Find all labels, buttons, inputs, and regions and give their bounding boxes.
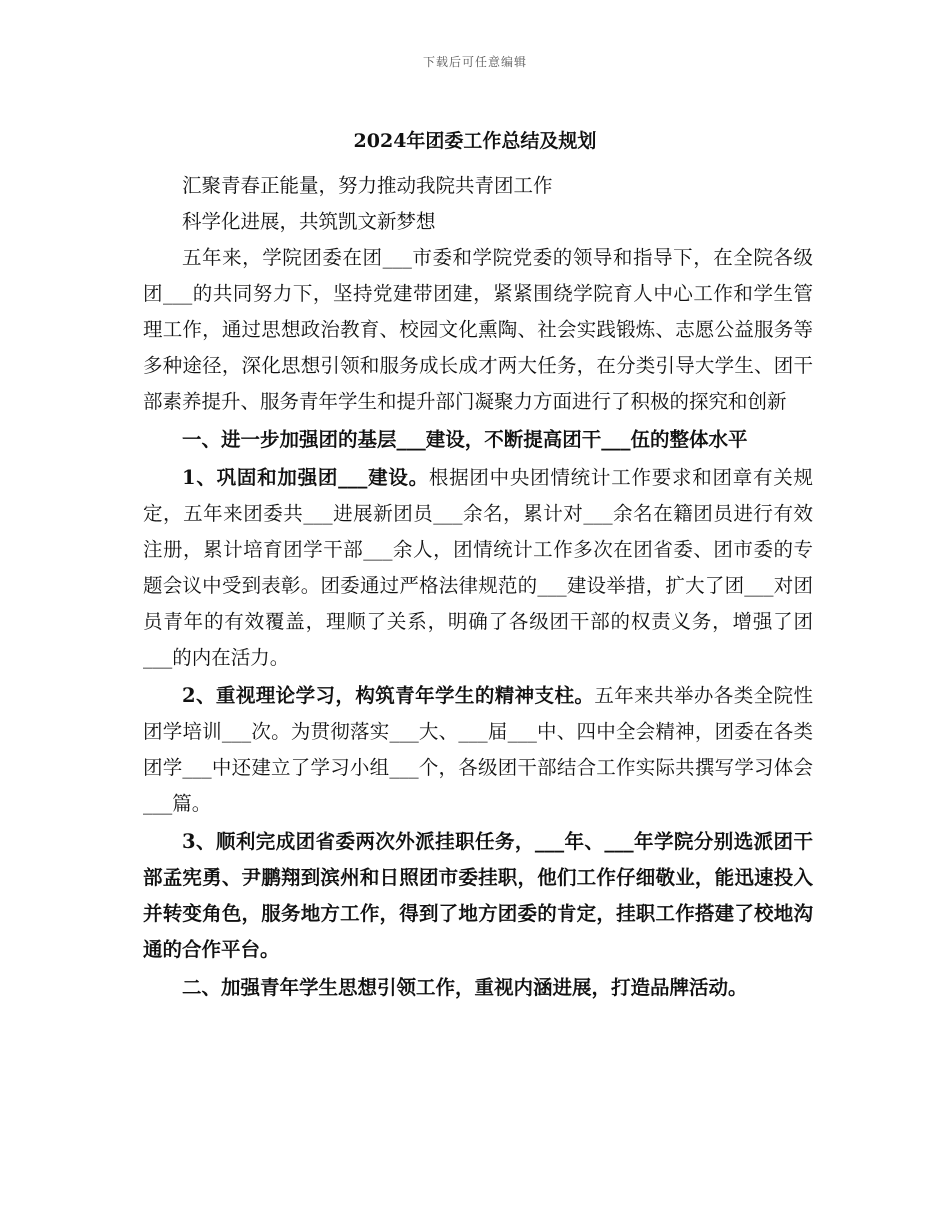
item-2-text: 五年来共举办各类全院性团学培训___次。为贯彻落实___大、___届___中、四中全会精神，团委在各类团学___中还建立了学习小组___个，各级团干部结合工作实际共撰写学习体会___篇。 <box>143 684 813 815</box>
section-2-heading: 二、加强青年学生思想引领工作，重视内涵进展，打造品牌活动。 <box>182 976 748 999</box>
section-1-heading: 一、进一步加强团的基层___建设，不断提高团干___伍的整体水平 <box>182 428 748 451</box>
subtitle-line-1: 汇聚青春正能量，努力推动我院共青团工作 <box>182 174 553 197</box>
subtitle-line-2: 科学化进展，共筑凯文新梦想 <box>182 210 436 233</box>
intro-paragraph: 五年来，学院团委在团___市委和学院党委的领导和指导下，在全院各级团___的共同努力下，坚持党建带团建，紧紧围绕学院育人中心工作和学生管理工作，通过思想政治教育、校园文化熏陶、社会实践锻炼、志愿公益服务等多种途径，深化思想引领和服务成长成才两大任务，在分类引导大学生、团干部素养提升、服务青年学生和提升部门凝聚力方面进行了积极的探究和创新 <box>143 246 813 413</box>
item-2-paragraph <box>143 678 813 822</box>
item-2-lead: 2、重视理论学习，构筑青年学生的精神支柱。 <box>182 684 595 707</box>
page-header: 下载后可任意编辑 <box>422 55 527 69</box>
document-body <box>143 168 813 1006</box>
item-1-lead: 1、巩固和加强团___建设。 <box>182 466 429 489</box>
item-1-paragraph <box>143 460 813 676</box>
item-1-text: 根据团中央团情统计工作要求和团章有关规定，五年来团委共___进展新团员___余名，累计对___余名在籍团员进行有效注册，累计培育团学干部___余人，团情统计工作多次在团省委、团市委的专题会议中受到表彰。团委通过严格法律规范的___建设举措，扩大了团___对团员青年的有效覆盖，理顺了关系，明确了各级团干部的权责义务，增强了团___的内在活力。 <box>143 466 813 669</box>
item-3-paragraph: 3、顺利完成团省委两次外派挂职任务，___年、___年学院分别选派团干部孟宪勇、尹鹏翔到滨州和日照团市委挂职，他们工作仔细敬业，能迅速投入并转变角色，服务地方工作，得到了地方团委的肯定，挂职工作搭建了校地沟通的合作平台。 <box>143 830 813 961</box>
page-title: 2024年团委工作总结及规划 <box>353 130 597 152</box>
